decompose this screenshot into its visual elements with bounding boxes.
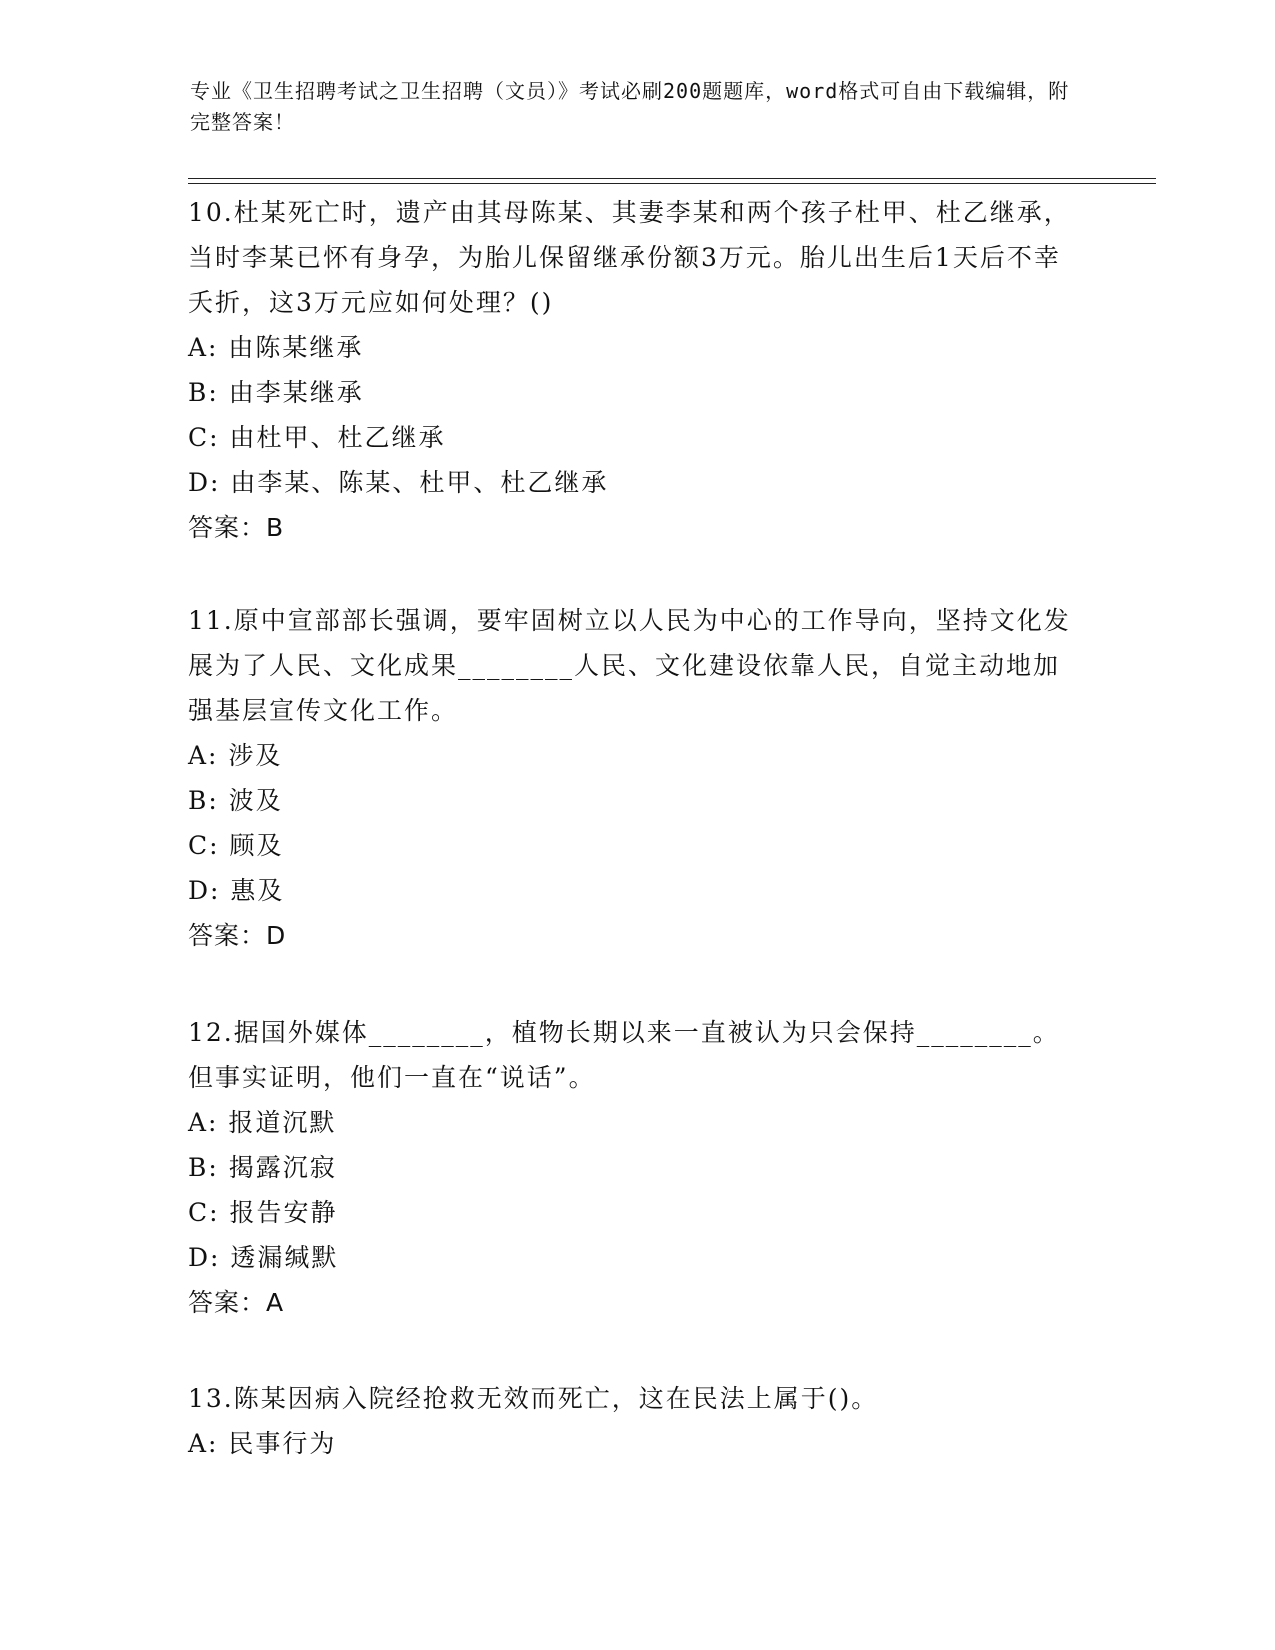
option-d: D: 惠及: [188, 876, 285, 905]
option-a: A: 由陈某继承: [188, 333, 364, 362]
option-b: B: 波及: [188, 786, 283, 815]
option-c: C: 报告安静: [188, 1198, 338, 1227]
answer-line: 答案：D: [188, 921, 287, 950]
question-block: [188, 598, 1078, 959]
option-a: A: 涉及: [188, 741, 283, 770]
option-c: C: 由杜甲、杜乙继承: [188, 423, 446, 452]
question-stem: 12.据国外媒体________，植物长期以来一直被认为只会保持________。但事实证明，他们一直在“说话”。: [188, 1018, 1060, 1092]
answer-line: 答案：B: [188, 513, 285, 542]
option-a: A: 报道沉默: [188, 1108, 337, 1137]
option-d: D: 透漏缄默: [188, 1243, 339, 1272]
answer-line: 答案：A: [188, 1288, 285, 1317]
option-c: C: 顾及: [188, 831, 284, 860]
question-block: [188, 190, 1078, 551]
document-header: 专业《卫生招聘考试之卫生招聘（文员）》考试必刷200题题库，word格式可自由下载编辑，附完整答案！: [190, 79, 1070, 134]
question-stem: 10.杜某死亡时，遗产由其母陈某、其妻李某和两个孩子杜甲、杜乙继承，当时李某已怀有身孕，为胎儿保留继承份额3万元。胎儿出生后1天后不幸夭折，这3万元应如何处理？(): [188, 198, 1071, 317]
option-b: B: 揭露沉寂: [188, 1153, 337, 1182]
question-stem: 13.陈某因病入院经抢救无效而死亡，这在民法上属于()。: [188, 1384, 879, 1413]
question-stem: 11.原中宣部部长强调，要牢固树立以人民为中心的工作导向，坚持文化发展为了人民、文化成果________人民、文化建设依靠人民，自觉主动地加强基层宣传文化工作。: [188, 606, 1071, 725]
question-block: [188, 1010, 1078, 1326]
option-d: D: 由李某、陈某、杜甲、杜乙继承: [188, 468, 609, 497]
option-b: B: 由李某继承: [188, 378, 364, 407]
header-divider-bottom: [188, 183, 1156, 184]
question-block: [188, 1376, 1078, 1466]
header-divider-top: [188, 178, 1156, 179]
option-a: A: 民事行为: [188, 1429, 337, 1458]
